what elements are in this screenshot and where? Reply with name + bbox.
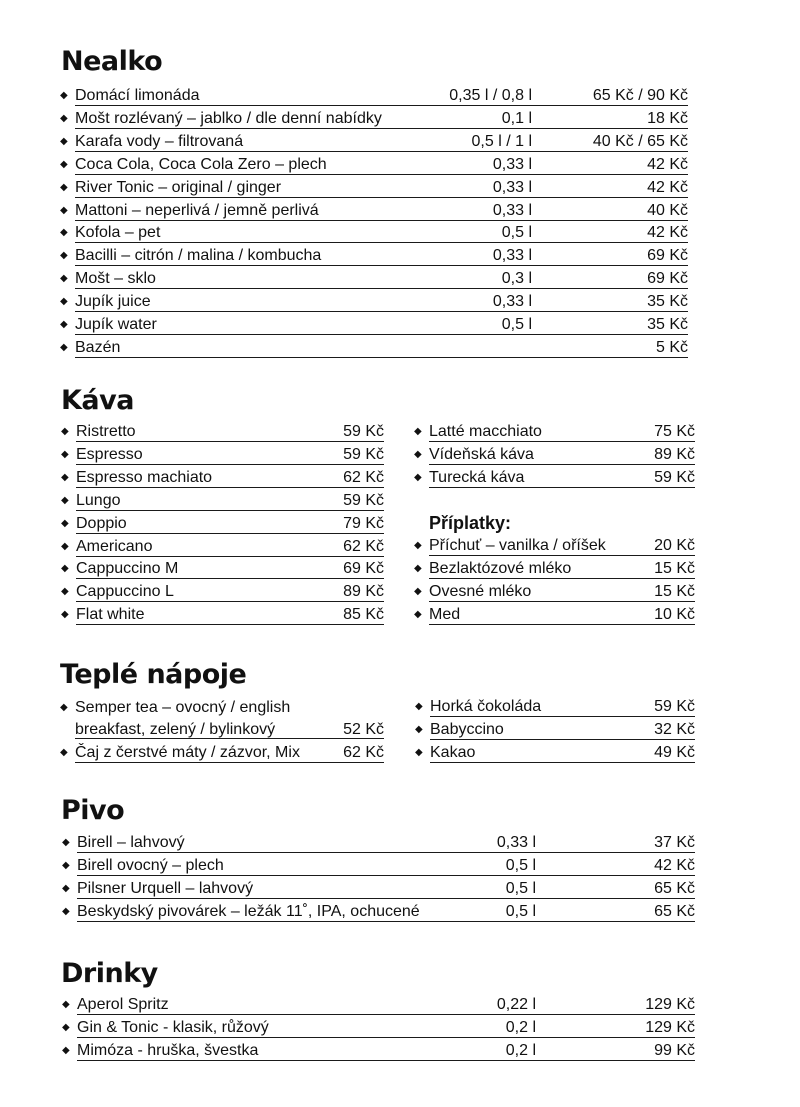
menu-item (414, 536, 695, 558)
bullet-icon: ◆ (60, 296, 68, 308)
bullet-icon: ◆ (60, 135, 68, 147)
item-price: 15 Kč (654, 559, 695, 577)
item-price: 59 Kč (654, 468, 695, 486)
bullet-icon: ◆ (60, 747, 68, 758)
item-size: 0,2 l (505, 1018, 536, 1036)
item-price: 69 Kč (343, 560, 384, 578)
extras-title: Příplatky: (429, 513, 512, 533)
item-size: 0,1 l (501, 109, 532, 127)
item-price: 79 Kč (343, 514, 384, 532)
menu-item (60, 246, 688, 268)
menu-item (415, 697, 695, 719)
menu-item (60, 86, 688, 108)
item-name: Doppio (76, 514, 127, 532)
menu-item (60, 201, 688, 223)
bullet-icon: ◆ (414, 448, 422, 460)
item-price: 62 Kč (343, 744, 384, 761)
item-name: Babyccino (430, 720, 504, 738)
bullet-icon: ◆ (414, 426, 422, 437)
menu-item (60, 155, 688, 177)
menu-item (61, 445, 384, 467)
item-price: 69 Kč (647, 247, 688, 265)
item-name: Bazén (75, 338, 121, 356)
item-name: Mattoni – neperlivá / jemně perlivá (75, 201, 319, 219)
menu-item (60, 743, 384, 765)
bullet-icon: ◆ (414, 540, 422, 551)
item-price: 99 Kč (654, 1041, 695, 1059)
item-name: Příchuť – vanilka / oříšek (429, 537, 606, 554)
item-price: 40 Kč / 65 Kč (592, 132, 688, 150)
divider-line (75, 334, 688, 335)
section-title-teple: Teplé nápoje (60, 659, 247, 690)
item-size: 0,5 l (505, 856, 536, 874)
item-name: Flat white (76, 606, 145, 624)
item-price: 35 Kč (647, 316, 688, 333)
item-size: 0,3 l (501, 270, 532, 288)
bullet-icon: ◆ (60, 204, 68, 216)
bullet-icon: ◆ (60, 702, 68, 713)
item-name: Jupík water (75, 316, 157, 333)
divider-line (76, 510, 384, 511)
item-name: Americano (76, 537, 153, 555)
item-price: 62 Kč (343, 537, 384, 555)
menu-item (60, 292, 688, 314)
item-size: 0,33 l (492, 178, 532, 196)
menu-item (60, 315, 688, 337)
menu-item (62, 1018, 695, 1040)
item-name: Kofola – pet (75, 224, 161, 242)
menu-item (60, 132, 688, 154)
item-name: Cappuccino L (76, 583, 174, 601)
item-price: 35 Kč (647, 293, 688, 311)
bullet-icon: ◆ (62, 1021, 70, 1033)
item-name: Turecká káva (429, 468, 525, 486)
item-price: 37 Kč (654, 834, 695, 851)
menu-item (60, 109, 688, 131)
bullet-icon: ◆ (62, 882, 70, 894)
bullet-icon: ◆ (414, 471, 422, 483)
menu-item (62, 1041, 695, 1063)
divider-line (75, 288, 688, 289)
item-price: 89 Kč (654, 445, 695, 463)
bullet-icon: ◆ (60, 341, 68, 353)
item-size: 0,5 l (501, 316, 532, 333)
menu-item (61, 468, 384, 490)
item-size: 0,33 l (492, 201, 532, 219)
tea-price: 52 Kč (343, 721, 384, 738)
menu-item (62, 833, 695, 855)
item-name: Kakao (430, 743, 476, 761)
item-name: Pilsner Urquell – lahvový (77, 879, 254, 897)
menu-item (414, 582, 695, 604)
item-price: 42 Kč (647, 155, 688, 173)
bullet-icon: ◆ (61, 494, 69, 506)
item-price: 10 Kč (654, 605, 695, 623)
bullet-icon: ◆ (60, 273, 68, 285)
item-name: Horká čokoláda (430, 698, 542, 715)
item-price: 129 Kč (645, 996, 695, 1013)
item-price: 5 Kč (655, 338, 688, 356)
item-size: 0,33 l (492, 155, 532, 173)
item-name: Mimóza - hruška, švestka (77, 1041, 259, 1059)
item-name: Cappuccino M (76, 560, 179, 578)
item-name: Bezlaktózové mléko (429, 559, 572, 577)
menu-item (61, 491, 384, 513)
bullet-icon: ◆ (415, 723, 423, 735)
item-name: Karafa vody – filtrovaná (75, 132, 244, 150)
item-name: Bacilli – citrón / malina / kombucha (75, 247, 322, 265)
menu-item (61, 537, 384, 559)
item-name: Med (429, 605, 461, 623)
menu-item (61, 605, 384, 627)
item-price: 65 Kč (654, 879, 695, 897)
bullet-icon: ◆ (61, 448, 69, 460)
item-name: Jupík juice (75, 293, 151, 311)
menu-item (61, 514, 384, 536)
bullet-icon: ◆ (60, 227, 68, 239)
item-price: 129 Kč (645, 1018, 695, 1036)
item-name: Latté macchiato (429, 423, 542, 440)
menu-item (414, 468, 695, 490)
menu-item (415, 720, 695, 742)
bullet-icon: ◆ (60, 181, 68, 193)
item-price: 40 Kč (647, 201, 688, 219)
item-name: Lungo (76, 491, 121, 509)
item-size: 0,5 l (501, 224, 532, 242)
item-price: 59 Kč (654, 698, 695, 715)
menu-item (414, 559, 695, 581)
item-name: Vídeňská káva (429, 445, 534, 463)
menu-item (60, 223, 688, 245)
item-size: 0,5 l (505, 879, 536, 897)
item-price: 49 Kč (654, 743, 695, 761)
section-title-nealko: Nealko (61, 46, 163, 77)
menu-item (62, 879, 695, 901)
section-title-pivo: Pivo (61, 795, 125, 826)
item-price: 62 Kč (343, 468, 384, 486)
item-price: 42 Kč (647, 224, 688, 242)
bullet-icon: ◆ (415, 701, 423, 712)
bullet-icon: ◆ (60, 112, 68, 124)
menu-item (415, 743, 695, 765)
item-size: 0,33 l (496, 834, 536, 851)
item-name: Aperol Spritz (77, 996, 169, 1013)
bullet-icon: ◆ (60, 90, 68, 101)
item-price: 59 Kč (343, 445, 384, 463)
item-price: 75 Kč (654, 423, 695, 440)
menu-item (61, 422, 384, 444)
item-name: Čaj z čerstvé máty / zázvor, Mix (75, 744, 300, 761)
item-size: 0,2 l (505, 1041, 536, 1059)
item-name: Mošt – sklo (75, 270, 156, 288)
item-name: Birell – lahvový (77, 834, 185, 851)
menu-item (62, 902, 695, 924)
bullet-icon: ◆ (61, 471, 69, 483)
bullet-icon: ◆ (414, 562, 422, 574)
bullet-icon: ◆ (414, 608, 422, 620)
item-price: 59 Kč (343, 491, 384, 509)
item-size: 0,33 l (492, 247, 532, 265)
item-price: 85 Kč (343, 606, 384, 624)
tea-item (60, 697, 384, 741)
menu-item (414, 422, 695, 444)
item-price: 89 Kč (343, 583, 384, 601)
bullet-icon: ◆ (61, 609, 69, 621)
item-size: 0,35 l / 0,8 l (449, 87, 532, 104)
bullet-icon: ◆ (62, 905, 70, 917)
divider-line (75, 738, 384, 739)
menu-item (61, 559, 384, 581)
menu-item (414, 445, 695, 467)
item-price: 15 Kč (654, 582, 695, 600)
section-title-kava: Káva (61, 385, 134, 416)
bullet-icon: ◆ (61, 517, 69, 529)
item-name: Gin & Tonic - klasik, růžový (77, 1018, 269, 1036)
bullet-icon: ◆ (415, 746, 423, 758)
bullet-icon: ◆ (61, 426, 69, 437)
menu-item (60, 269, 688, 291)
item-price: 65 Kč / 90 Kč (592, 87, 688, 104)
divider-line (75, 357, 688, 358)
bullet-icon: ◆ (61, 563, 69, 575)
bullet-icon: ◆ (60, 319, 68, 330)
section-title-drinky: Drinky (61, 958, 158, 989)
menu-item (414, 605, 695, 627)
item-name: Coca Cola, Coca Cola Zero – plech (75, 155, 327, 173)
item-size: 0,5 l (505, 902, 536, 920)
divider-line (75, 242, 688, 243)
item-name: Beskydský pivovárek – ležák 11˚, IPA, ochucené (77, 902, 420, 920)
item-size: 0,33 l (492, 293, 532, 311)
bullet-icon: ◆ (62, 859, 70, 871)
item-price: 69 Kč (647, 270, 688, 288)
item-name: Ovesné mléko (429, 582, 532, 600)
item-name: Espresso machiato (76, 468, 213, 486)
bullet-icon: ◆ (62, 837, 70, 848)
item-name: River Tonic – original / ginger (75, 178, 282, 196)
tea-name-line2: breakfast, zelený / bylinkový (75, 721, 276, 738)
item-price: 65 Kč (654, 902, 695, 920)
item-size: 0,22 l (496, 996, 536, 1013)
item-price: 42 Kč (654, 856, 695, 874)
item-name: Ristretto (76, 423, 136, 440)
bullet-icon: ◆ (62, 1044, 70, 1056)
item-price: 18 Kč (647, 109, 688, 127)
menu-item (61, 582, 384, 604)
bullet-icon: ◆ (61, 586, 69, 598)
bullet-icon: ◆ (62, 999, 70, 1010)
item-price: 32 Kč (654, 720, 695, 738)
item-size: 0,5 l / 1 l (471, 132, 532, 150)
item-name: Birell ovocný – plech (77, 856, 224, 874)
bullet-icon: ◆ (414, 585, 422, 597)
menu-item (62, 856, 695, 878)
tea-name-line1: Semper tea – ovocný / english (75, 699, 291, 716)
item-name: Domácí limonáda (75, 87, 200, 104)
item-price: 59 Kč (343, 423, 384, 440)
item-price: 20 Kč (654, 537, 695, 554)
menu-item (60, 338, 688, 360)
item-price: 42 Kč (647, 178, 688, 196)
item-name: Mošt rozlévaný – jablko / dle denní nabídky (75, 109, 382, 127)
menu-item (62, 995, 695, 1017)
bullet-icon: ◆ (61, 540, 69, 552)
divider-line (75, 311, 688, 312)
item-name: Espresso (76, 445, 143, 463)
bullet-icon: ◆ (60, 158, 68, 170)
divider-line (77, 1014, 695, 1015)
menu-item (60, 178, 688, 200)
bullet-icon: ◆ (60, 250, 68, 262)
